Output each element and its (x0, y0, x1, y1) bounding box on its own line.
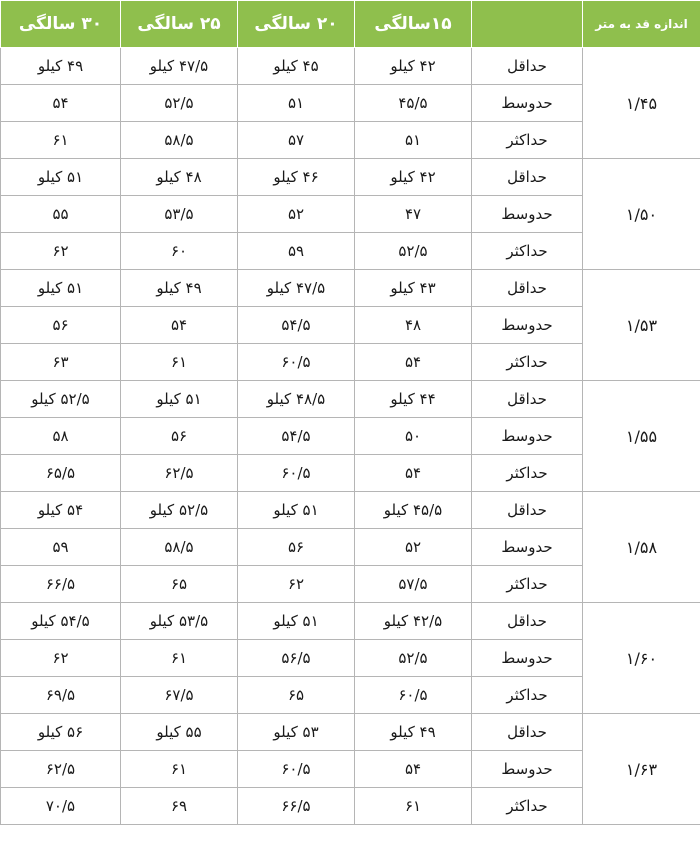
weight-cell-age-25: ۵۱ کیلو (121, 381, 238, 418)
stat-label-max: حداکثر (472, 677, 583, 714)
weight-cell-age-20: ۵۹ (238, 233, 355, 270)
weight-cell-age-25: ۶۰ (121, 233, 238, 270)
height-cell: ۱/۵۸ (583, 492, 700, 603)
weight-cell-age-20: ۶۰/۵ (238, 751, 355, 788)
height-cell: ۱/۵۰ (583, 159, 700, 270)
weight-cell-age-30: ۶۳ (1, 344, 121, 381)
weight-cell-age-25: ۶۱ (121, 344, 238, 381)
stat-label-max: حداکثر (472, 344, 583, 381)
weight-cell-age-30: ۵۶ (1, 307, 121, 344)
header-stat (472, 1, 583, 48)
stat-label-max: حداکثر (472, 455, 583, 492)
weight-cell-age-25: ۶۹ (121, 788, 238, 825)
table-header (1, 1, 700, 48)
weight-cell-age-25: ۶۵ (121, 566, 238, 603)
weight-cell-age-15: ۶۰/۵ (355, 677, 472, 714)
stat-label-min: حداقل (472, 48, 583, 85)
table-row (1, 714, 700, 751)
weight-cell-age-15: ۶۱ (355, 788, 472, 825)
weight-cell-age-15: ۴۲/۵ کیلو (355, 603, 472, 640)
header-age-25: ۲۵ سالگی (121, 1, 238, 48)
weight-cell-age-20: ۶۲ (238, 566, 355, 603)
table-row (1, 381, 700, 418)
weight-cell-age-20: ۵۴/۵ (238, 418, 355, 455)
stat-label-min: حداقل (472, 381, 583, 418)
weight-cell-age-30: ۵۴ کیلو (1, 492, 121, 529)
weight-cell-age-15: ۴۵/۵ کیلو (355, 492, 472, 529)
stat-label-max: حداکثر (472, 122, 583, 159)
stat-label-mid: حدوسط (472, 196, 583, 233)
stat-label-min: حداقل (472, 492, 583, 529)
weight-cell-age-25: ۵۲/۵ کیلو (121, 492, 238, 529)
weight-cell-age-25: ۵۸/۵ (121, 122, 238, 159)
weight-cell-age-15: ۵۲ (355, 529, 472, 566)
table-row (1, 270, 700, 307)
height-cell: ۱/۶۳ (583, 714, 700, 825)
weight-cell-age-20: ۶۶/۵ (238, 788, 355, 825)
weight-cell-age-30: ۴۹ کیلو (1, 48, 121, 85)
weight-cell-age-30: ۶۲/۵ (1, 751, 121, 788)
table-row (1, 603, 700, 640)
stat-label-mid: حدوسط (472, 529, 583, 566)
weight-cell-age-30: ۶۶/۵ (1, 566, 121, 603)
weight-cell-age-15: ۴۵/۵ (355, 85, 472, 122)
stat-label-max: حداکثر (472, 566, 583, 603)
weight-cell-age-30: ۵۲/۵ کیلو (1, 381, 121, 418)
weight-cell-age-30: ۵۴/۵ کیلو (1, 603, 121, 640)
stat-label-mid: حدوسط (472, 751, 583, 788)
stat-label-max: حداکثر (472, 788, 583, 825)
weight-cell-age-25: ۶۷/۵ (121, 677, 238, 714)
header-age-15: ۱۵سالگی (355, 1, 472, 48)
weight-cell-age-30: ۵۱ کیلو (1, 270, 121, 307)
weight-cell-age-15: ۵۷/۵ (355, 566, 472, 603)
weight-cell-age-20: ۵۴/۵ (238, 307, 355, 344)
weight-cell-age-25: ۴۹ کیلو (121, 270, 238, 307)
weight-cell-age-20: ۵۱ کیلو (238, 603, 355, 640)
weight-cell-age-20: ۴۶ کیلو (238, 159, 355, 196)
weight-cell-age-25: ۵۲/۵ (121, 85, 238, 122)
weight-cell-age-25: ۵۶ (121, 418, 238, 455)
weight-cell-age-15: ۵۴ (355, 455, 472, 492)
weight-cell-age-25: ۵۸/۵ (121, 529, 238, 566)
table-row (1, 48, 700, 85)
weight-cell-age-30: ۶۱ (1, 122, 121, 159)
weight-cell-age-15: ۴۹ کیلو (355, 714, 472, 751)
weight-cell-age-20: ۵۶ (238, 529, 355, 566)
weight-cell-age-30: ۵۸ (1, 418, 121, 455)
header-age-20: ۲۰ سالگی (238, 1, 355, 48)
weight-cell-age-20: ۶۰/۵ (238, 455, 355, 492)
header-row (1, 1, 700, 48)
weight-cell-age-25: ۶۱ (121, 640, 238, 677)
header-age-30: ۳۰ سالگی (1, 1, 121, 48)
header-height: اندازه قد به متر (583, 1, 700, 48)
weight-cell-age-25: ۴۷/۵ کیلو (121, 48, 238, 85)
weight-cell-age-25: ۵۳/۵ (121, 196, 238, 233)
stat-label-max: حداکثر (472, 233, 583, 270)
stat-label-min: حداقل (472, 603, 583, 640)
weight-cell-age-15: ۴۸ (355, 307, 472, 344)
weight-cell-age-30: ۶۲ (1, 233, 121, 270)
weight-cell-age-25: ۶۱ (121, 751, 238, 788)
weight-cell-age-30: ۵۱ کیلو (1, 159, 121, 196)
weight-cell-age-25: ۵۳/۵ کیلو (121, 603, 238, 640)
weight-cell-age-25: ۵۵ کیلو (121, 714, 238, 751)
weight-cell-age-20: ۵۷ (238, 122, 355, 159)
weight-cell-age-20: ۶۰/۵ (238, 344, 355, 381)
stat-label-min: حداقل (472, 270, 583, 307)
weight-cell-age-25: ۴۸ کیلو (121, 159, 238, 196)
weight-cell-age-20: ۵۲ (238, 196, 355, 233)
table-row (1, 159, 700, 196)
stat-label-mid: حدوسط (472, 418, 583, 455)
height-cell: ۱/۶۰ (583, 603, 700, 714)
weight-cell-age-20: ۴۵ کیلو (238, 48, 355, 85)
stat-label-min: حداقل (472, 159, 583, 196)
weight-cell-age-15: ۵۱ (355, 122, 472, 159)
weight-cell-age-20: ۵۱ کیلو (238, 492, 355, 529)
weight-cell-age-30: ۵۶ کیلو (1, 714, 121, 751)
weight-cell-age-20: ۵۶/۵ (238, 640, 355, 677)
weight-cell-age-25: ۵۴ (121, 307, 238, 344)
weight-cell-age-30: ۵۹ (1, 529, 121, 566)
weight-cell-age-15: ۵۲/۵ (355, 640, 472, 677)
height-cell: ۱/۵۵ (583, 381, 700, 492)
stat-label-mid: حدوسط (472, 85, 583, 122)
table-body (1, 48, 700, 825)
weight-cell-age-20: ۴۷/۵ کیلو (238, 270, 355, 307)
weight-cell-age-15: ۴۷ (355, 196, 472, 233)
weight-cell-age-15: ۴۳ کیلو (355, 270, 472, 307)
weight-cell-age-20: ۴۸/۵ کیلو (238, 381, 355, 418)
height-cell: ۱/۵۳ (583, 270, 700, 381)
weight-cell-age-20: ۵۱ (238, 85, 355, 122)
weight-cell-age-30: ۵۴ (1, 85, 121, 122)
weight-cell-age-20: ۵۳ کیلو (238, 714, 355, 751)
stat-label-mid: حدوسط (472, 640, 583, 677)
weight-cell-age-30: ۶۵/۵ (1, 455, 121, 492)
weight-cell-age-15: ۵۴ (355, 344, 472, 381)
weight-cell-age-30: ۶۲ (1, 640, 121, 677)
weight-cell-age-30: ۶۹/۵ (1, 677, 121, 714)
weight-cell-age-30: ۵۵ (1, 196, 121, 233)
stat-label-mid: حدوسط (472, 307, 583, 344)
stat-label-min: حداقل (472, 714, 583, 751)
weight-cell-age-15: ۵۲/۵ (355, 233, 472, 270)
weight-cell-age-25: ۶۲/۵ (121, 455, 238, 492)
weight-cell-age-15: ۴۲ کیلو (355, 159, 472, 196)
weight-cell-age-15: ۵۴ (355, 751, 472, 788)
weight-cell-age-15: ۴۴ کیلو (355, 381, 472, 418)
weight-cell-age-15: ۴۲ کیلو (355, 48, 472, 85)
height-cell: ۱/۴۵ (583, 48, 700, 159)
weight-cell-age-30: ۷۰/۵ (1, 788, 121, 825)
weight-cell-age-15: ۵۰ (355, 418, 472, 455)
table-row (1, 492, 700, 529)
weight-cell-age-20: ۶۵ (238, 677, 355, 714)
